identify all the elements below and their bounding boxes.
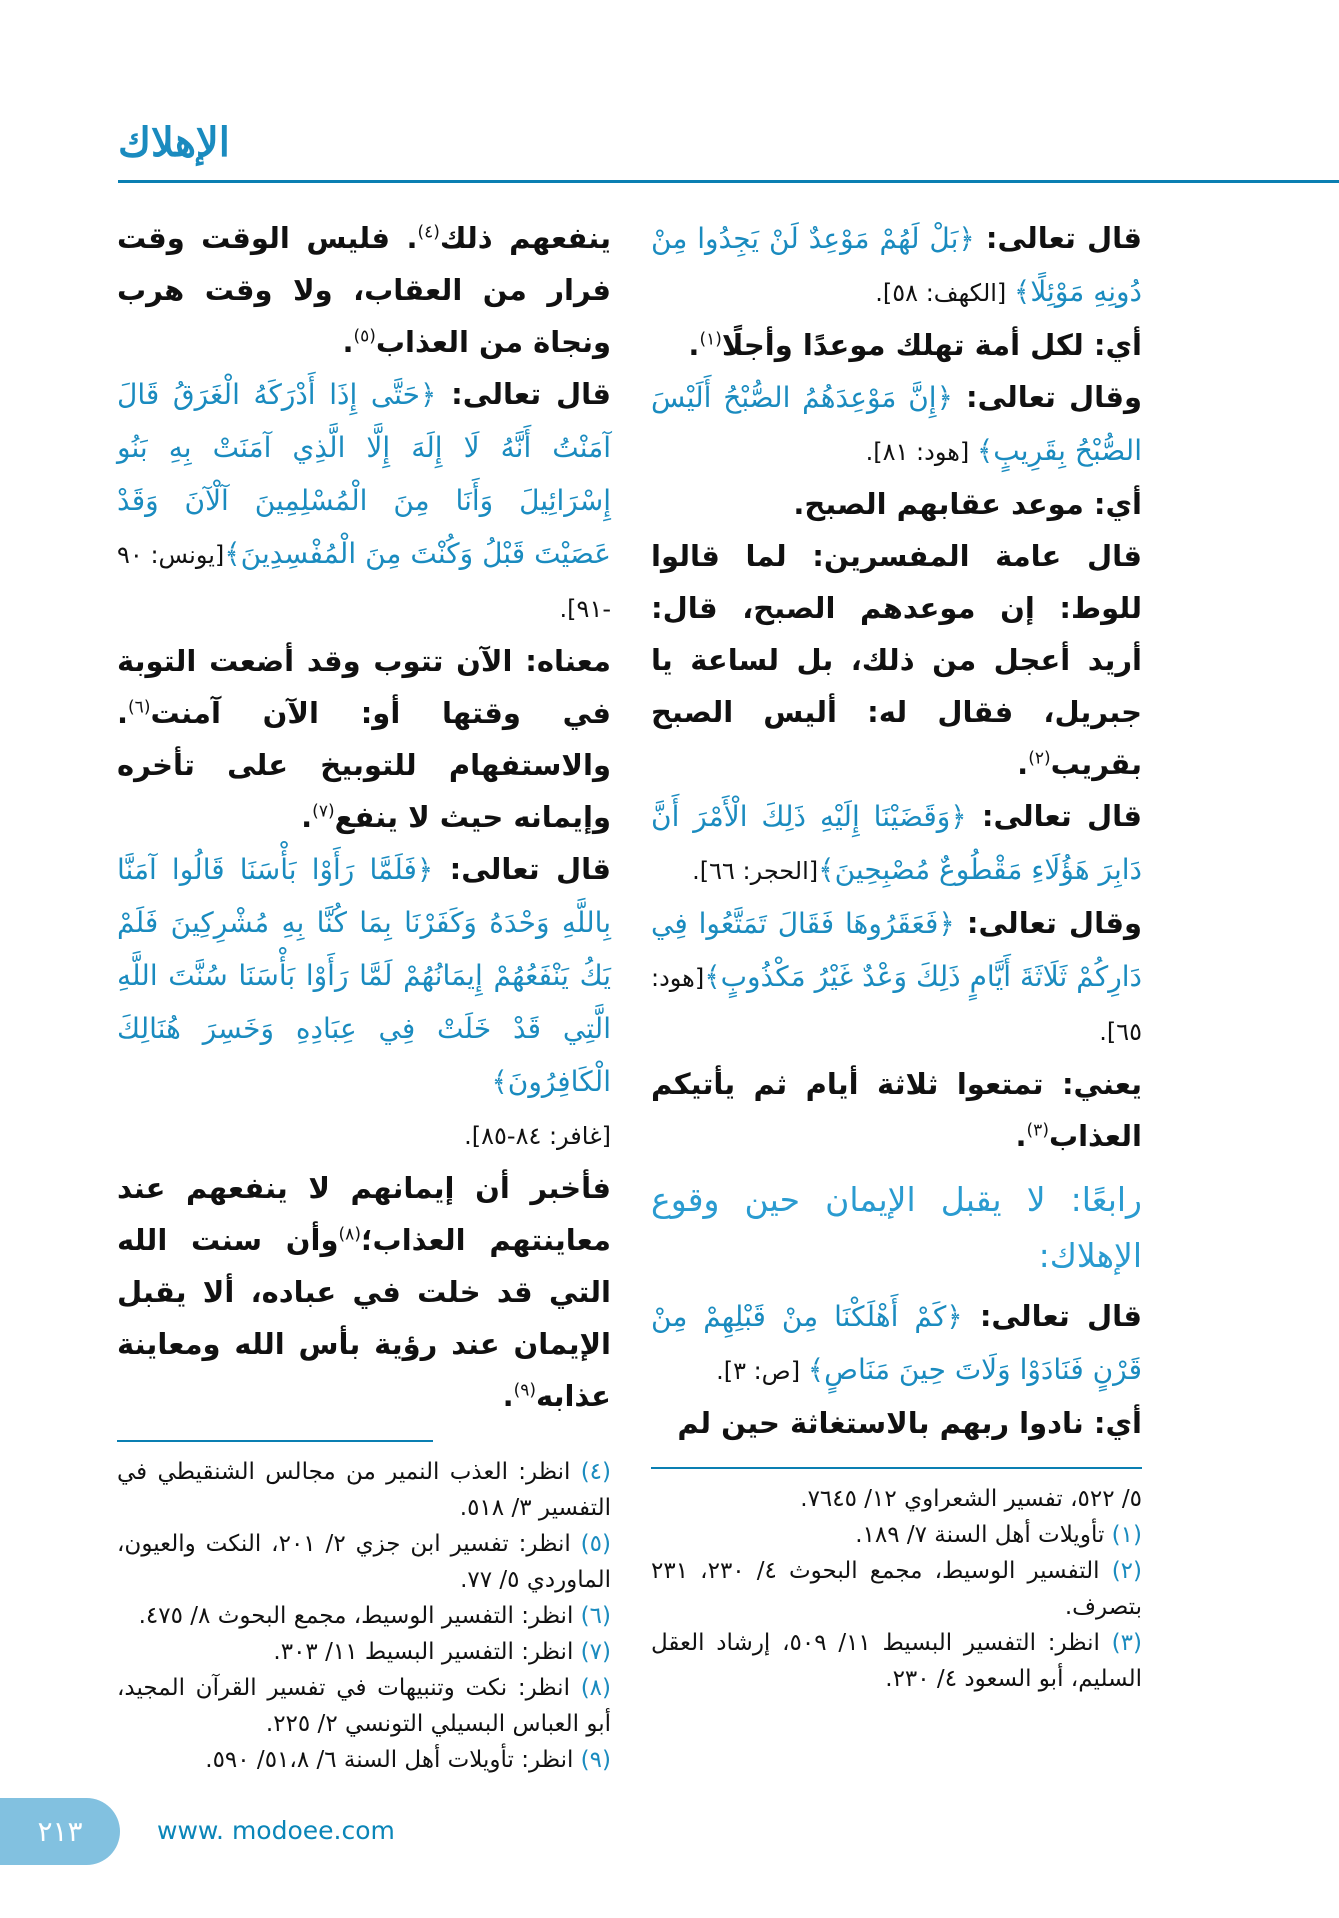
footnote-number: (٨) [580, 1675, 612, 1701]
footnote [117, 1526, 611, 1598]
body-text: . [301, 800, 313, 834]
footnote [651, 1625, 1142, 1697]
body-text: فأخبر أن إيمانهم لا ينفعهم عند معاينتهم العذاب؛ [117, 1171, 611, 1257]
body-text: أي: لكل أمة تهلك موعدًا وأجلًا [721, 328, 1142, 362]
verse-reference: [الكهف: ٥٨]. [875, 279, 1014, 307]
body-text: وقال تعالى: [954, 906, 1142, 940]
footnote-marker: (٧) [312, 801, 335, 822]
footnote-marker: (٢) [1028, 748, 1051, 769]
footnote-text: تأويلات أهل السنة ٧/ ١٨٩. [855, 1522, 1105, 1548]
paragraph [651, 371, 1142, 478]
footnote-marker: (٤) [417, 222, 440, 243]
footnote-divider-left [117, 1440, 433, 1442]
website-url: www. modoee.com [157, 1816, 395, 1845]
footnote [117, 1670, 611, 1742]
body-text: أي: موعد عقابهم الصبح. [793, 487, 1142, 521]
paragraph [651, 1397, 1142, 1449]
footnote-number: (١) [1111, 1522, 1142, 1548]
page-header [0, 0, 1339, 212]
body-text: يعني: تمتعوا ثلاثة أيام ثم يأتيكم العذاب [651, 1067, 1142, 1153]
footnote [651, 1481, 1142, 1517]
paragraph [651, 1058, 1142, 1162]
paragraph [117, 843, 611, 1108]
footnote-text: انظر: تأويلات أهل السنة ٦/ ٥١،٨/ ٥٩٠. [205, 1747, 574, 1773]
footnote-number: (٦) [580, 1603, 611, 1629]
page-footer [0, 1778, 1339, 1868]
quran-verse: ﴿فَلَمَّا رَأَوْا بَأْسَنَا قَالُوا آمَنَّا بِاللَّهِ وَحْدَهُ وَكَفَرْنَا بِمَا كُنَّا بِهِ مُشْرِكِينَ فَلَمْ يَكُ يَنْفَعُهُمْ إِيمَانُهُمْ لَمَّا رَأَوْا بَأْسَنَا سُنَّتَ اللَّهِ الَّتِي قَدْ خَلَتْ فِي عِبَادِهِ وَخَسِرَ هُنَالِكَ الْكَافِرُونَ﴾ [117, 853, 611, 1098]
chapter-title-logo: الإهلاك [118, 119, 230, 166]
footnotes-left [117, 1454, 611, 1778]
quran-verse: ﴿وَقَضَيْنَا إِلَيْهِ ذَلِكَ الْأَمْرَ أَنَّ دَابِرَ هَؤُلَاءِ مَقْطُوعٌ مُصْبِحِينَ﴾ [651, 800, 1142, 886]
footnote-text: انظر: التفسير الوسيط، مجمع البحوث ٨/ ٤٧٥. [138, 1603, 574, 1629]
paragraph [117, 635, 611, 843]
paragraph [117, 212, 611, 368]
paragraph [117, 368, 611, 635]
footnote-number: (٥) [580, 1531, 611, 1557]
page-body [0, 212, 1339, 1778]
footnote-marker: (١) [699, 329, 722, 350]
footnote-text: ٥/ ٥٢٢، تفسير الشعراوي ١٢/ ٧٦٤٥. [800, 1486, 1142, 1512]
footnote-divider-right [651, 1467, 1142, 1469]
quran-verse: ﴿فَعَقَرُوهَا فَقَالَ تَمَتَّعُوا فِي دَارِكُمْ ثَلَاثَةَ أَيَّامٍ ذَلِكَ وَعْدٌ غَيْرُ مَكْذُوبٍ﴾ [651, 907, 1142, 993]
footnote [117, 1634, 611, 1670]
verse-reference: [هود: ٨١]. [865, 438, 977, 466]
quran-verse: ﴿كَمْ أَهْلَكْنَا مِنْ قَبْلِهِمْ مِنْ قَرْنٍ فَنَادَوْا وَلَاتَ حِينَ مَنَاصٍ﴾ [651, 1300, 1142, 1386]
verse-reference: [الحجر: ٦٦]. [692, 857, 819, 885]
footnote-marker: (٨) [338, 1224, 361, 1245]
body-text: قال عامة المفسرين: لما قالوا للوط: إن موعدهم الصبح، قال: أريد أعجل من ذلك، بل لساعة يا جبريل، فقال له: أليس الصبح بقريب [651, 539, 1142, 781]
paragraph [117, 1162, 611, 1422]
body-text: . [688, 328, 700, 362]
footnote-number: (٣) [1111, 1630, 1142, 1656]
paragraph [651, 478, 1142, 530]
body-text: وأن سنت الله التي قد خلت في عباده، ألا يقبل الإيمان عند رؤية بأس الله ومعاينة عذابه [117, 1223, 611, 1413]
footnote-text: انظر: التفسير البسيط ١١/ ٥٠٩، إرشاد العقل السليم، أبو السعود ٤/ ٢٣٠. [651, 1630, 1142, 1692]
section-heading: رابعًا: لا يقبل الإيمان حين وقوع الإهلاك: [651, 1180, 1142, 1275]
left-column [117, 212, 611, 1422]
body-text: . [502, 1379, 514, 1413]
footnote-text: انظر: تفسير ابن جزي ٢/ ٢٠١، النكت والعيون، الماوردي ٥/ ٧٧. [117, 1531, 611, 1593]
body-text: قال تعالى: [436, 377, 611, 411]
footnote-marker: (٦) [128, 697, 151, 718]
footnote-number: (٢) [1111, 1558, 1143, 1584]
quran-verse: ﴿إِنَّ مَوْعِدَهُمُ الصُّبْحُ أَلَيْسَ الصُّبْحُ بِقَرِيبٍ﴾ [651, 381, 1142, 467]
footnote-marker: (٥) [353, 326, 376, 347]
body-text: أي: نادوا ربهم بالاستغاثة حين لم [677, 1406, 1142, 1440]
footnote-number: (٧) [580, 1639, 611, 1665]
footnote [117, 1598, 611, 1634]
paragraph [651, 897, 1142, 1058]
verse-reference: [غافر: ٨٤-٨٥]. [464, 1122, 611, 1150]
body-text: قال تعالى: [974, 221, 1142, 255]
footnote-number: (٩) [580, 1747, 611, 1773]
footnote-text: انظر: التفسير البسيط ١١/ ٣٠٣. [273, 1639, 574, 1665]
header-divider [118, 180, 1339, 183]
footnote-text: انظر: العذب النمير من مجالس الشنقيطي في التفسير ٣/ ٥١٨. [117, 1459, 611, 1521]
paragraph [117, 1108, 611, 1162]
paragraph [651, 790, 1142, 897]
page-number: ٢١٣ [37, 1815, 83, 1848]
footnotes-right [651, 1481, 1142, 1697]
paragraph [651, 530, 1142, 790]
footnote [117, 1454, 611, 1526]
left-column-wrapper [117, 212, 611, 1778]
body-text: . والاستفهام للتوبيخ على تأخره وإيمانه حيث لا ينفع [117, 696, 611, 834]
body-text: . [1017, 747, 1029, 781]
page-number-badge [0, 1798, 120, 1865]
body-text: . [1015, 1119, 1027, 1153]
body-text: قال تعالى: [962, 1299, 1142, 1333]
paragraph [651, 1290, 1142, 1397]
body-text: . فليس الوقت وقت فرار من العقاب، ولا وقت هرب ونجاة من العذاب [117, 221, 611, 359]
footnote [651, 1517, 1142, 1553]
body-text: قال تعالى: [433, 852, 611, 886]
body-text: معناه: الآن تتوب وقد أضعت التوبة في وقتها أو: الآن آمنت [117, 644, 611, 730]
right-column-wrapper [651, 212, 1142, 1697]
body-text: ينفعهم ذلك [439, 221, 611, 255]
verse-reference: [يونس: ٩٠ -٩١]. [117, 541, 611, 623]
paragraph [651, 212, 1142, 319]
footnote [117, 1742, 611, 1778]
verse-reference: [هود: ٦٥]. [651, 964, 1142, 1046]
quran-verse: ﴿حَتَّى إِذَا أَدْرَكَهُ الْغَرَقُ قَالَ آمَنْتُ أَنَّهُ لَا إِلَهَ إِلَّا الَّذِي آمَنَتْ بِهِ بَنُو إِسْرَائِيلَ وَأَنَا مِنَ الْمُسْلِمِينَ آلْآنَ وَقَدْ عَصَيْتَ قَبْلُ وَكُنْتَ مِنَ الْمُفْسِدِينَ﴾ [117, 378, 611, 570]
body-text: قال تعالى: [966, 799, 1142, 833]
body-text: وقال تعالى: [952, 380, 1143, 414]
footnote-text: انظر: نكت وتنبيهات في تفسير القرآن المجيد، أبو العباس البسيلي التونسي ٢/ ٢٢٥. [117, 1675, 611, 1737]
quran-verse: ﴿بَلْ لَهُمْ مَوْعِدٌ لَنْ يَجِدُوا مِنْ دُونِهِ مَوْئِلًا﴾ [651, 222, 1142, 308]
footnote-number: (٤) [580, 1459, 612, 1485]
footnote-text: التفسير الوسيط، مجمع البحوث ٤/ ٢٣٠، ٢٣١ بتصرف. [651, 1558, 1142, 1620]
footnote [651, 1553, 1142, 1625]
footnote-marker: (٩) [513, 1380, 537, 1401]
right-column [651, 212, 1142, 1449]
paragraph [651, 319, 1142, 371]
body-text: . [342, 325, 354, 359]
verse-reference: [ص: ٣]. [716, 1357, 808, 1385]
footnote-marker: (٣) [1026, 1120, 1049, 1141]
